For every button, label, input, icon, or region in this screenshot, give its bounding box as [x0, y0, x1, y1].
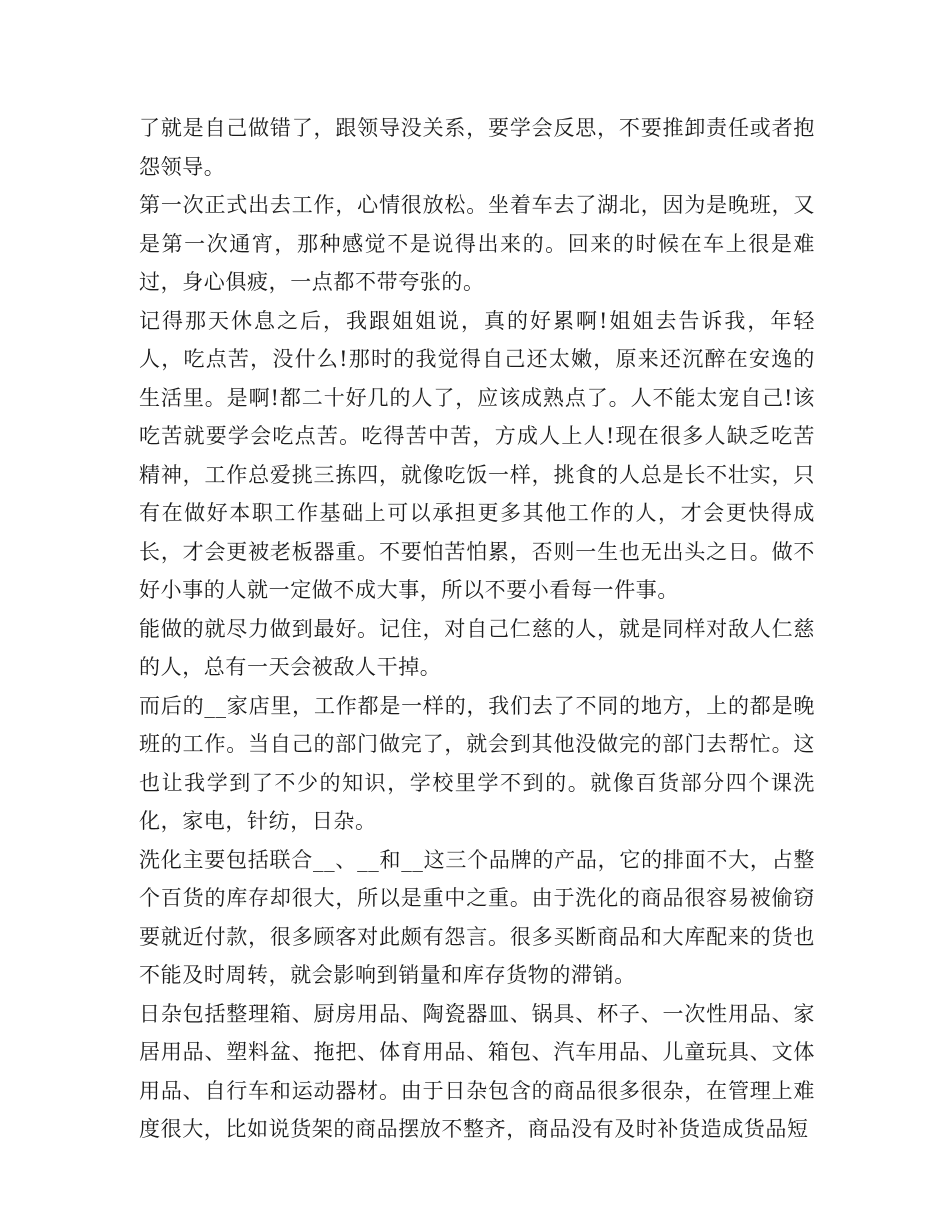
paragraph-6: 洗化主要包括联合__、__和__这三个品牌的产品，它的排面不大，占整个百货的库存却很大，所以是重中之重。由于洗化的商品很容易被偷窃要就近付款，很多顾客对此颇有怨言。很多买断商品和大库配来的货也不能及时周转，就会影响到销量和库存货物的滞销。: [139, 847, 815, 987]
paragraph-2: 第一次正式出去工作，心情很放松。坐着车去了湖北，因为是晚班，又是第一次通宵，那种感觉不是说得出来的。回来的时候在车上很是难过，身心俱疲，一点都不带夸张的。: [139, 193, 815, 294]
paragraph-5: 而后的__家店里，工作都是一样的，我们去了不同的地方，上的都是晚班的工作。当自己的部门做完了，就会到其他没做完的部门去帮忙。这也让我学到了不少的知识，学校里学不到的。就像百货部分四个课洗化，家电，针纺，日杂。: [139, 693, 815, 833]
paragraph-1: 了就是自己做错了，跟领导没关系，要学会反思，不要推卸责任或者抱怨领导。: [139, 116, 815, 179]
paragraph-7: 日杂包括整理箱、厨房用品、陶瓷器皿、锅具、杯子、一次性用品、家居用品、塑料盆、拖把、体育用品、箱包、汽车用品、儿童玩具、文体用品、自行车和运动器材。由于日杂包含的商品很多很杂，在管理上难度很大，比如说货架的商品摆放不整齐，商品没有及时补货造成货品短: [139, 1001, 815, 1141]
document-body: [139, 109, 815, 1149]
paragraph-3: 记得那天休息之后，我跟姐姐说，真的好累啊!姐姐去告诉我，年轻人，吃点苦，没什么!那时的我觉得自己还太嫩，原来还沉醉在安逸的生活里。是啊!都二十好几的人了，应该成熟点了。人不能太宠自己!该吃苦就要学会吃点苦。吃得苦中苦，方成人上人!现在很多人缺乏吃苦精神，工作总爱挑三拣四，就像吃饭一样，挑食的人总是长不壮实，只有在做好本职工作基础上可以承担更多其他工作的人，才会更快得成长，才会更被老板器重。不要怕苦怕累，否则一生也无出头之日。做不好小事的人就一定做不成大事，所以不要小看每一件事。: [139, 308, 815, 602]
paragraph-4: 能做的就尽力做到最好。记住，对自己仁慈的人，就是同样对敌人仁慈的人，总有一天会被敌人干掉。: [139, 616, 815, 679]
